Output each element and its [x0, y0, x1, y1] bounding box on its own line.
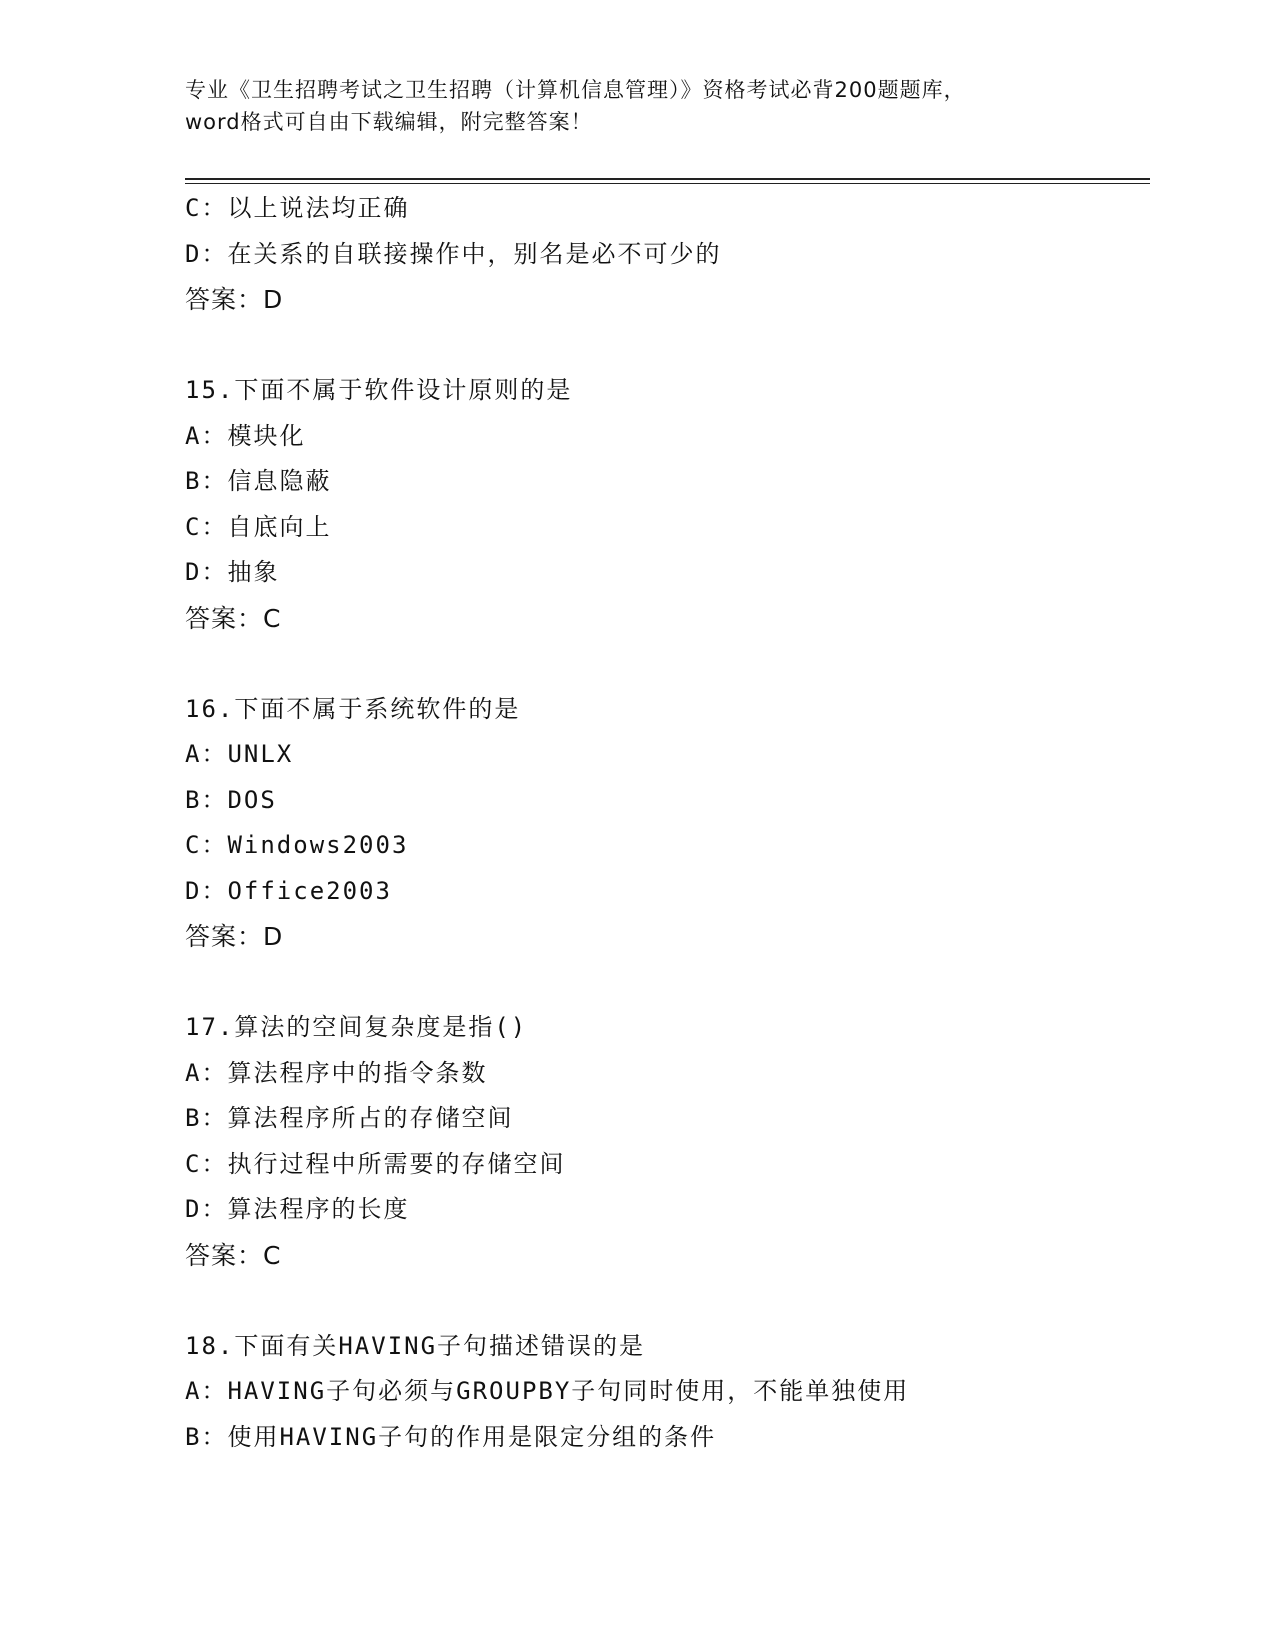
option-c: C：以上说法均正确: [185, 194, 410, 222]
question-17: [185, 1005, 1145, 1278]
option-d: D：在关系的自联接操作中，别名是必不可少的: [185, 239, 722, 268]
option-d: D：Office2003: [185, 876, 392, 905]
option-a: A：HAVING子句必须与GROUPBY子句同时使用，不能单独使用: [185, 1377, 910, 1405]
option-c: C：Windows2003: [185, 831, 409, 859]
option-b: B：使用HAVING子句的作用是限定分组的条件: [185, 1422, 717, 1451]
option-c: C：执行过程中所需要的存储空间: [185, 1149, 566, 1178]
spacer: [185, 323, 1145, 369]
option-a: A：UNLX: [185, 740, 294, 768]
header-title-line-1: 专业《卫生招聘考试之卫生招聘（计算机信息管理）》资格考试必背200题题库，: [185, 78, 966, 102]
question-stem: 18.下面有关HAVING子句描述错误的是: [185, 1331, 646, 1360]
option-d: D：抽象: [185, 558, 280, 586]
answer-line: 答案：D: [185, 285, 284, 314]
option-b: B：信息隐蔽: [185, 467, 332, 495]
option-d: D：算法程序的长度: [185, 1195, 410, 1223]
question-18: [185, 1324, 1145, 1461]
option-b: B：算法程序所占的存储空间: [185, 1104, 514, 1132]
header-divider: [185, 178, 1150, 184]
spacer: [185, 960, 1145, 1006]
question-stem: 17.算法的空间复杂度是指(): [185, 1013, 528, 1041]
question-15: [185, 368, 1145, 641]
spacer: [185, 1278, 1145, 1324]
answer-line: 答案：C: [185, 603, 282, 633]
option-a: A：模块化: [185, 421, 306, 450]
question-14-tail: [185, 186, 1145, 323]
spacer: [185, 641, 1145, 687]
question-stem: 16.下面不属于系统软件的是: [185, 694, 521, 723]
option-b: B：DOS: [185, 785, 277, 814]
question-16: [185, 687, 1145, 960]
question-list: [185, 186, 1145, 1460]
header-title-line-2: word格式可自由下载编辑，附完整答案！: [185, 110, 593, 134]
question-stem: 15.下面不属于软件设计原则的是: [185, 376, 573, 404]
document-header: [185, 74, 1065, 138]
answer-line: 答案：D: [185, 922, 284, 951]
answer-line: 答案：C: [185, 1240, 282, 1270]
option-c: C：自底向上: [185, 512, 332, 541]
option-a: A：算法程序中的指令条数: [185, 1058, 488, 1087]
